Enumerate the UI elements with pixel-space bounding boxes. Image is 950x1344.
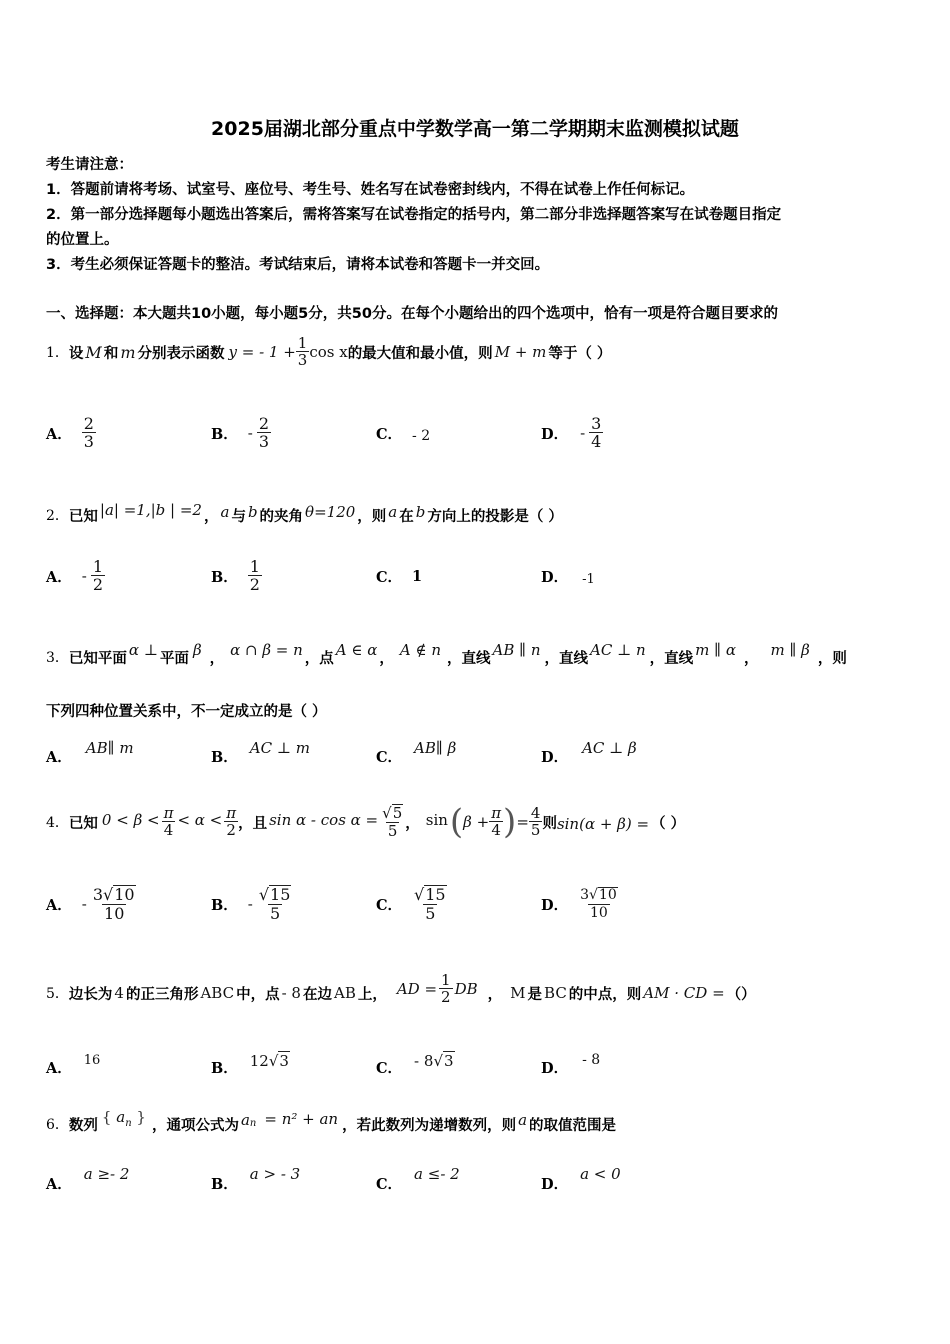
question-number: 1．: [46, 345, 69, 361]
q3-option-a-value: AB∥ m: [85, 739, 134, 757]
q4-fraction: $\frac{\pi}{2}$: [226, 803, 237, 840]
q2-option-a[interactable]: A． - $\frac{1}{2}$: [46, 556, 104, 595]
q1-option-b-value: $\frac{2}{3}$: [258, 413, 270, 452]
page-title: 2025届湖北部分重点中学数学高一第二学期期末监测模拟试题: [211, 118, 739, 140]
q1-function-cos: cos x: [309, 343, 348, 361]
q5-option-b[interactable]: B． 12√3: [211, 1051, 289, 1077]
q1-option-a-value: $\frac{2}{3}$: [83, 413, 94, 452]
question-6: 6． 数列 { $a_n$ } ，通项公式为 a $_n$ = n² + an ，若此数列为递增数列，则 a 的取值范围是: [46, 1107, 617, 1134]
q6-option-b-value: a > - 3: [249, 1165, 301, 1183]
q3-option-d[interactable]: D． AC ⊥ β: [541, 739, 637, 766]
q2-angle: θ=120: [305, 503, 356, 521]
q2-option-c[interactable]: C． 1: [376, 567, 423, 586]
notice-item-2: 2．第一部分选择题每小题选出答案后，需将答案写在试卷指定的括号内，第二部分非选择题答案写在试卷题目指定: [46, 207, 782, 223]
question-number: 5．: [46, 986, 69, 1002]
q1-option-a[interactable]: A． $\frac{2}{3}$: [46, 413, 94, 452]
q4-option-b-value: $\frac{√15}{5}$: [258, 885, 291, 923]
q1-option-d-value: $\frac{3}{4}$: [591, 413, 602, 452]
q1-text: 和: [103, 345, 119, 362]
q2-option-d[interactable]: D． -1: [541, 568, 595, 587]
q3-option-d-value: AC ⊥ β: [582, 739, 637, 757]
question-1: [46, 326, 611, 378]
q1-var-m: m: [120, 342, 136, 362]
q1-text: 的最大值和最小值，则: [347, 345, 493, 362]
q4-option-a-value: $\frac{3√10}{10}$: [92, 885, 135, 923]
q6-option-a-value: a ≥- 2: [83, 1165, 130, 1183]
q1-option-b[interactable]: B． - $\frac{2}{3}$: [211, 413, 270, 452]
q5-option-c-value: - 8√3: [414, 1051, 454, 1070]
q1-fraction: $\frac{1}{3}$: [297, 333, 308, 370]
question-number: 4．: [46, 815, 69, 831]
q5-option-d[interactable]: D． - 8: [541, 1052, 601, 1077]
notice-item-3: 3．考生必须保证答题卡的整洁。考试结束后，请将本试卷和答题卡一并交回。: [46, 257, 550, 273]
q6-option-d-value: a < 0: [580, 1165, 621, 1183]
q1-option-d[interactable]: D． - $\frac{3}{4}$: [541, 413, 602, 452]
q6-sequence: { $a_n$ }: [101, 1107, 146, 1129]
q6-option-b[interactable]: B． a > - 3: [211, 1165, 301, 1193]
q5-option-c[interactable]: C． - 8√3: [376, 1051, 454, 1077]
question-number: 6．: [46, 1117, 69, 1133]
section-heading: 一、选择题：本大题共10小题，每小题5分，共50分。在每个小题给出的四个选项中，恰有一项是符合题目要求的: [46, 306, 778, 322]
q1-var-M: M: [85, 342, 102, 362]
q2-option-a-value: $\frac{1}{2}$: [92, 556, 104, 595]
q4-option-b[interactable]: B． - $\frac{√15}{5}$: [211, 878, 293, 930]
q1-option-c[interactable]: C． - 2: [376, 425, 431, 444]
q3-option-b-value: AC ⊥ m: [249, 739, 310, 757]
question-2: 2． 已知 |a| =1,|b | =2 ， a 与 b 的夹角 θ=120 ，则 a 在 b 方向上的投影是（ ）: [46, 501, 563, 525]
q4-fraction: $\frac{√5}{5}$: [382, 804, 403, 840]
q6-option-a[interactable]: A． a ≥- 2: [46, 1165, 130, 1193]
notice-heading: 考生请注意：: [46, 157, 133, 173]
q5-option-a[interactable]: A． 16: [46, 1052, 101, 1077]
q1-text: 设: [68, 345, 84, 362]
q1-text: 等于（ ）: [548, 345, 612, 362]
q2-option-c-value: 1: [412, 567, 423, 585]
q6-option-c-value: a ≤- 2: [414, 1165, 460, 1183]
q6-formula: = n² + an: [264, 1110, 339, 1128]
q5-option-d-value: - 8: [582, 1052, 601, 1068]
q5-fraction: $\frac{1}{2}$: [441, 970, 451, 1007]
q4-fraction: $\frac{\pi}{4}$: [163, 803, 174, 840]
q3-option-a[interactable]: A． AB∥ m: [46, 739, 134, 766]
q5-option-b-value: 12√3: [249, 1051, 289, 1070]
question-3: 3． 已知平面 α ⊥ 平面 β ， α ∩ β = n ，点 A ∈ α ， A ∉ n ，直线 AB ∥ n ，直线 AC ⊥ n ，直线 m ∥ α ， m ∥ β ，则: [46, 641, 847, 667]
question-3-line-2: 下列四种位置关系中，不一定成立的是（ ）: [46, 704, 327, 720]
q4-option-c-value: $\frac{√15}{5}$: [414, 885, 446, 923]
question-4: 4． 已知 0 < β < $\frac{\pi}{4}$ < α < $\frac{\pi}{2}$ ，且 sin α - cos α = $\frac{√5}{5}$ ， sin ( β + $\frac{\pi}{4}$ ) = $\frac{4}{5}$ 则 sin(α + β) = （ ）: [46, 802, 686, 842]
q2-option-b-value: $\frac{1}{2}$: [249, 556, 260, 595]
q2-option-b[interactable]: B． $\frac{1}{2}$: [211, 556, 260, 595]
question-number: 3．: [46, 650, 69, 666]
q5-option-a-value: 16: [83, 1052, 101, 1068]
q6-option-c[interactable]: C． a ≤- 2: [376, 1165, 460, 1193]
q4-option-a[interactable]: A． - $\frac{3√10}{10}$: [46, 878, 138, 930]
q4-option-c[interactable]: C． $\frac{√15}{5}$: [376, 878, 449, 930]
q6-option-d[interactable]: D． a < 0: [541, 1165, 621, 1193]
q3-option-b[interactable]: B． AC ⊥ m: [211, 739, 310, 766]
question-number: 2．: [46, 508, 69, 524]
q1-function: y = - 1 +: [228, 343, 296, 361]
q1-option-c-value: - 2: [412, 428, 431, 444]
q3-option-c[interactable]: C． AB∥ β: [376, 739, 457, 766]
q2-condition: |a| =1,|b | =2: [99, 501, 202, 519]
q4-option-d-value: $\frac{3√10}{10}$: [580, 887, 617, 921]
notice-item-2-cont: 的位置上。: [46, 232, 119, 248]
q4-fraction: $\frac{4}{5}$: [530, 803, 541, 840]
q1-expression: M + m: [494, 343, 547, 361]
q2-option-d-value: -1: [582, 571, 595, 587]
q3-option-c-value: AB∥ β: [414, 739, 457, 757]
notice-item-1: 1．答题前请将考场、试室号、座位号、考生号、姓名写在试卷密封线内，不得在试卷上作任何标记。: [46, 182, 695, 198]
question-5: 5． 边长为 4 的正三角形 ABC 中，点 - 8 在边 AB 上， AD = $\frac{1}{2}$ DB ， M 是 BC 的中点，则 AM · CD = （）: [46, 970, 756, 1007]
q1-text: 分别表示函数: [137, 345, 225, 362]
q4-option-d[interactable]: D． $\frac{3√10}{10}$: [541, 878, 620, 930]
q4-fraction: $\frac{\pi}{4}$: [491, 803, 502, 840]
